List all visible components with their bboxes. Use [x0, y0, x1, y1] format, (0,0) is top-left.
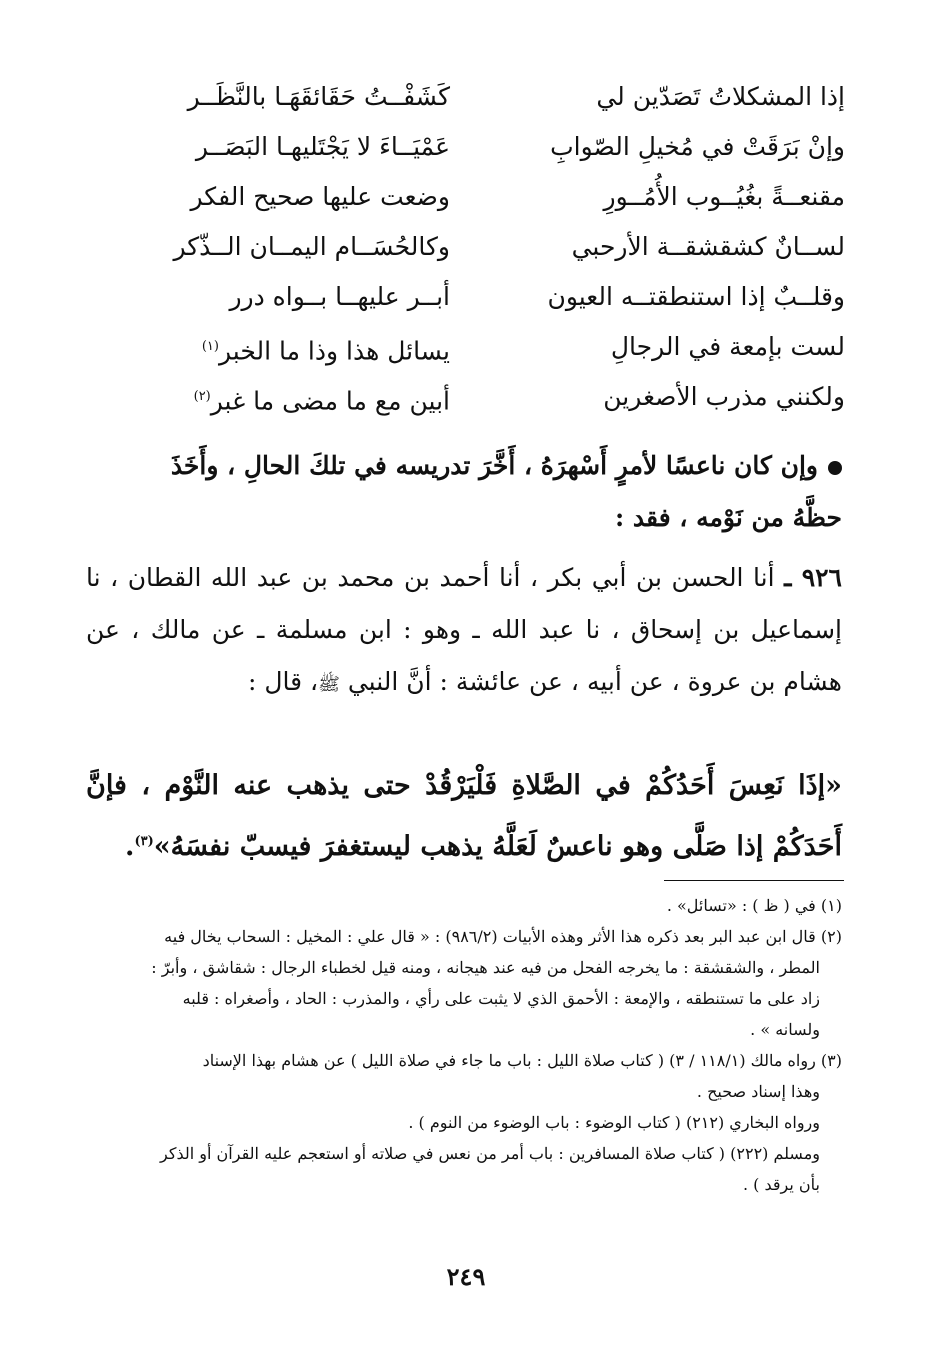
footnote-ref-2: (٢): [193, 389, 211, 404]
poem: [100, 80, 845, 420]
footnote-line: ولسانه » .: [750, 1020, 820, 1039]
poem-line-3-first-half: مقنعــةً بغُيُــوب الأُمُــورِ: [603, 182, 845, 211]
footnote-line: بأن يرقد ) .: [743, 1175, 820, 1194]
poem-line-6-second-half-text: يسائل هذا وذا ما الخبر: [218, 336, 450, 366]
footnote-line: زاد على ما تستنطقه ، والإمعة : الأحمق الذي لا يثبت على رأي ، والمذرب : الحاد ، وأصغراه : قلبه: [182, 989, 820, 1008]
section-heading-line-2: حظَّهُ من نَوْمه ، فقد :: [615, 503, 842, 532]
poem-line-7-second-half: [145, 380, 450, 418]
hadith-number: ٩٢٦ ـ: [784, 563, 842, 592]
poem-line-5-second-half: أبــر عليهــا بــواه درر: [229, 282, 450, 311]
hadith-quote-end: .: [125, 831, 135, 862]
footnote-line: ومسلم (٢٢٢) ( كتاب صلاة المسافرين : باب أمر من نعس في صلاته أو استعجم عليه القرآن أو الذكر: [160, 1144, 820, 1163]
footnote-ref-1: (١): [201, 339, 219, 354]
footnote-line: المطر ، والشقشقة : ما يخرجه الفحل من فيه عند هيجانه ، ومنه قيل لخطباء الرجال : شقاشق ، وأبرّ :: [151, 958, 820, 977]
footnote-line: (١) في ( ظ ) : «تسائل» .: [666, 896, 842, 915]
footnote-ref-3: (٣): [134, 834, 154, 849]
hadith-quote-text: «إذَا نَعِسَ أَحَدُكُمْ في الصَّلاةِ فَلْيَرْقُدْ حتى يذهب عنه النَّوْم ، فإنَّ أَحَدَكُمْ إذا صَلَّى وهو ناعسٌ لَعَلَّهُ يذهب ليستغفرَ فيسبّ نفسَهُ»: [86, 770, 842, 862]
page-number: ٢٤٩: [446, 1262, 486, 1291]
poem-line-4-second-half: وكالحُسَــام اليمــان الــذّكر: [173, 232, 450, 261]
section-heading-line-1: وإن كان ناعسًا لأمرٍ أَسْهرَهُ ، أَخَّرَ تدريسه في تلكَ الحالِ ، وأَخَذَ: [170, 451, 818, 480]
footnote-divider: [664, 880, 844, 881]
poem-line-3-second-half: وضعت عليها صحيح الفكر: [190, 182, 450, 211]
poem-line-7-second-half-text: أبين مع ما مضى ما غبر: [210, 386, 450, 416]
footnote-line: وهذا إسناد صحيح .: [696, 1082, 820, 1101]
poem-line-6-first-half: لست بإمعة في الرجالِ: [610, 332, 845, 361]
footnote-line: (٢) قال ابن عبد البر بعد ذكره هذا الأثر وهذه الأبيات (٩٨٦/٢) : « قال علي : المخيل : السحاب يخال فيه: [164, 927, 842, 946]
bullet-icon: [828, 461, 842, 475]
poem-line-2-first-half: وإنْ بَرَقَتْ في مُخيلِ الصّوابِ: [550, 132, 845, 161]
hadith-qala: ، قال :: [248, 667, 319, 696]
salutation-glyph: ﷺ: [318, 674, 340, 695]
hadith-quote: [86, 758, 842, 875]
poem-line-2-second-half: عَمْيَــاءَ لا يَجْتَليهـا البَصَــر: [195, 132, 450, 161]
hadith-paragraph: [86, 552, 842, 711]
footnote-line: (٣) رواه مالك (١١٨/١ / ٣) ( كتاب صلاة الليل : باب ما جاء في صلاة الليل ) عن هشام بهذا الإسناد: [202, 1051, 842, 1070]
poem-line-7-first-half: ولكنني مذرب الأصغرين: [603, 382, 845, 411]
poem-line-1-second-half: كَشَفْــتُ حَقَائقَهَـا بالنَّظَــر: [187, 82, 450, 111]
footnote-line: ورواه البخاري (٢١٢) ( كتاب الوضوء : باب الوضوء من النوم ) .: [408, 1113, 820, 1132]
poem-line-5-first-half: وقلــبٌ إذا استنطقتــه العيون: [547, 282, 845, 311]
footnotes: [86, 890, 842, 1200]
hadith-isnad: أنا الحسن بن أبي بكر ، أنا أحمد بن محمد بن عبد الله القطان ، نا إسماعيل بن إسحاق ، نا عبد الله ـ وهو : ابن مسلمة ـ عن مالك ، عن هشام بن عروة ، عن أبيه ، عن عائشة : أنَّ النبي: [86, 563, 842, 696]
poem-line-4-first-half: لســانٌ كشقشقــة الأرحبي: [571, 232, 845, 261]
poem-line-1-first-half: إذا المشكلاتُ تَصَدّين لي: [596, 82, 845, 111]
poem-line-6-second-half: [145, 330, 450, 368]
section-heading: [86, 440, 842, 544]
